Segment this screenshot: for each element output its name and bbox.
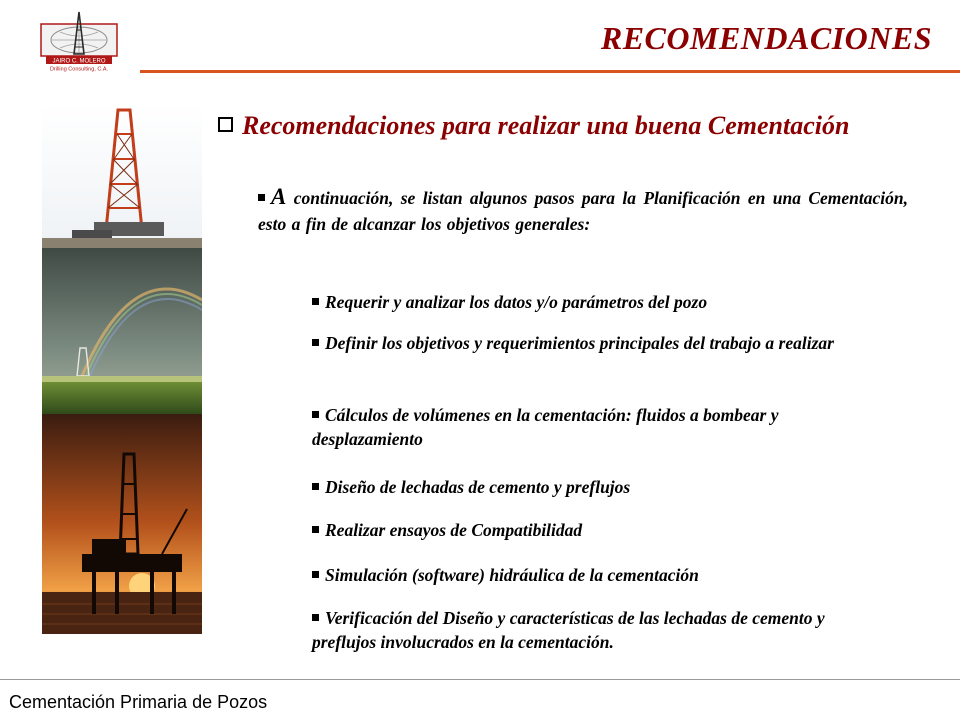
- square-bullet-icon: [312, 339, 319, 346]
- company-logo: [38, 10, 120, 72]
- photo-column: [42, 104, 202, 634]
- list-item: [312, 563, 699, 587]
- footer-text: Cementación Primaria de Pozos: [9, 692, 268, 712]
- square-bullet-icon: [312, 571, 319, 578]
- square-bullet-icon: [312, 298, 319, 305]
- logo-subtext: Drilling Consulting, C.A.: [49, 66, 109, 72]
- square-bullet-icon: [312, 614, 319, 621]
- square-bullet-icon: [312, 483, 319, 490]
- rainbow-field-photo: [42, 248, 202, 414]
- logo-name-text: JAIRO C. MOLERO: [52, 58, 106, 65]
- list-item: [312, 403, 882, 451]
- list-item: [312, 290, 707, 314]
- list-item-text: Definir los objetivos y requerimientos principales del trabajo a realizar: [325, 333, 834, 353]
- section-heading: [218, 110, 908, 142]
- list-item: [312, 606, 882, 654]
- square-bullet-icon: [258, 194, 265, 201]
- title-underline: [140, 70, 960, 73]
- drilling-rig-photo: [42, 104, 202, 248]
- list-item: [312, 518, 582, 542]
- offshore-rig-sunset-photo: [42, 414, 202, 634]
- list-item: [312, 331, 834, 355]
- list-item-text: Verificación del Diseño y características de las lechadas de cemento y preflujos involucrados en la cementación.: [312, 608, 825, 652]
- list-item-text: Cálculos de volúmenes en la cementación: fluidos a bombear y desplazamiento: [312, 405, 779, 449]
- list-item-text: Diseño de lechadas de cemento y preflujos: [325, 477, 631, 497]
- list-item: [312, 475, 630, 499]
- intro-text: continuación, se listan algunos pasos para la Planificación en una Cementación, esto a fin de alcanzar los objetivos generales:: [258, 188, 908, 234]
- intro-first-letter: A: [271, 184, 287, 209]
- square-bullet-icon: [312, 526, 319, 533]
- slide-title: RECOMENDACIONES: [600, 20, 932, 56]
- list-item-text: Realizar ensayos de Compatibilidad: [325, 520, 583, 540]
- footer-divider: [0, 679, 960, 680]
- square-bullet-icon: [312, 411, 319, 418]
- list-item-text: Requerir y analizar los datos y/o parámetros del pozo: [325, 292, 708, 312]
- list-item-text: Simulación (software) hidráulica de la cementación: [325, 565, 699, 585]
- checkbox-bullet-icon: [218, 117, 233, 132]
- section-heading-text: Recomendaciones para realizar una buena Cementación: [242, 111, 850, 140]
- intro-paragraph: [258, 184, 908, 237]
